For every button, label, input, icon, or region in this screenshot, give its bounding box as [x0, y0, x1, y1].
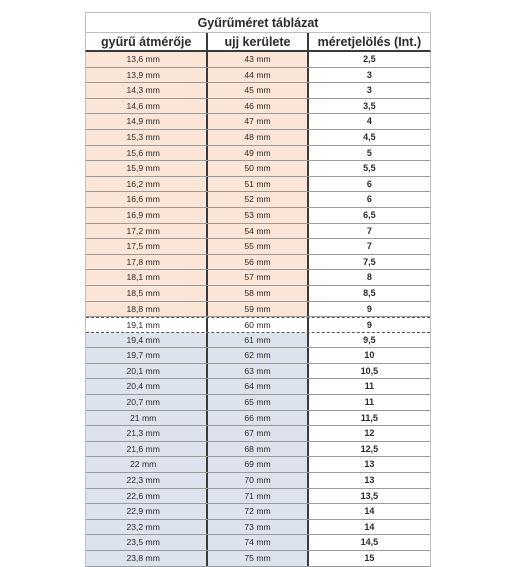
circumference-cell: 60 mm — [208, 318, 308, 332]
size-cell: 5,5 — [309, 161, 430, 176]
size-cell: 8 — [309, 270, 430, 285]
diameter-cell: 22,6 mm — [86, 489, 208, 504]
size-cell: 6,5 — [309, 208, 430, 223]
diameter-cell: 22,3 mm — [86, 473, 208, 488]
table-row — [86, 224, 430, 240]
table-row — [86, 177, 430, 193]
circumference-cell: 73 mm — [208, 520, 308, 535]
header-row — [85, 32, 431, 52]
circumference-cell: 62 mm — [208, 348, 308, 363]
table-row — [86, 379, 430, 395]
diameter-cell: 13,6 mm — [86, 52, 208, 67]
circumference-cell: 57 mm — [208, 270, 308, 285]
circumference-cell: 65 mm — [208, 395, 308, 410]
diameter-cell: 16,2 mm — [86, 177, 208, 192]
table-row — [86, 473, 430, 489]
circumference-cell: 54 mm — [208, 224, 308, 239]
circumference-cell: 61 mm — [208, 333, 308, 348]
circumference-cell: 70 mm — [208, 473, 308, 488]
circumference-cell: 68 mm — [208, 442, 308, 457]
size-cell: 11 — [309, 379, 430, 394]
table-row — [86, 364, 430, 380]
table-row — [86, 161, 430, 177]
diameter-cell: 15,3 mm — [86, 130, 208, 145]
circumference-cell: 43 mm — [208, 52, 308, 67]
circumference-cell: 72 mm — [208, 504, 308, 519]
table-row — [86, 302, 430, 318]
table-row — [86, 426, 430, 442]
size-cell: 3 — [309, 83, 430, 98]
table-row — [86, 146, 430, 162]
diameter-cell: 16,6 mm — [86, 192, 208, 207]
table-row — [86, 442, 430, 458]
size-cell: 3,5 — [309, 99, 430, 114]
size-cell: 10,5 — [309, 364, 430, 379]
circumference-cell: 69 mm — [208, 457, 308, 472]
diameter-cell: 23,2 mm — [86, 520, 208, 535]
circumference-cell: 75 mm — [208, 551, 308, 566]
circumference-cell: 71 mm — [208, 489, 308, 504]
table-row — [86, 504, 430, 520]
table-body — [85, 52, 431, 567]
circumference-cell: 44 mm — [208, 68, 308, 83]
size-cell: 13,5 — [309, 489, 430, 504]
size-cell: 10 — [309, 348, 430, 363]
diameter-cell: 18,8 mm — [86, 302, 208, 317]
diameter-cell: 17,8 mm — [86, 255, 208, 270]
circumference-cell: 67 mm — [208, 426, 308, 441]
circumference-cell: 74 mm — [208, 535, 308, 550]
diameter-cell: 14,9 mm — [86, 114, 208, 129]
table-row — [86, 395, 430, 411]
header-circumference: ujj kerülete — [208, 33, 308, 50]
table-row — [86, 255, 430, 271]
size-cell: 9,5 — [309, 333, 430, 348]
size-cell: 6 — [309, 192, 430, 207]
table-row — [86, 68, 430, 84]
size-cell: 7 — [309, 224, 430, 239]
size-cell: 7 — [309, 239, 430, 254]
ring-size-table — [85, 12, 431, 567]
table-row — [86, 457, 430, 473]
table-row — [86, 130, 430, 146]
table-row — [86, 192, 430, 208]
circumference-cell: 52 mm — [208, 192, 308, 207]
circumference-cell: 45 mm — [208, 83, 308, 98]
table-row — [86, 239, 430, 255]
diameter-cell: 20,1 mm — [86, 364, 208, 379]
circumference-cell: 56 mm — [208, 255, 308, 270]
diameter-cell: 13,9 mm — [86, 68, 208, 83]
circumference-cell: 47 mm — [208, 114, 308, 129]
size-cell: 15 — [309, 551, 430, 566]
table-row — [86, 348, 430, 364]
size-cell: 7,5 — [309, 255, 430, 270]
table-row — [86, 208, 430, 224]
circumference-cell: 49 mm — [208, 146, 308, 161]
diameter-cell: 22 mm — [86, 457, 208, 472]
table-row — [86, 114, 430, 130]
size-cell: 12,5 — [309, 442, 430, 457]
table-row — [86, 489, 430, 505]
header-size: méretjelölés (Int.) — [317, 35, 422, 49]
table-row — [86, 270, 430, 286]
table-row — [86, 333, 430, 349]
diameter-cell: 14,3 mm — [86, 83, 208, 98]
circumference-cell: 53 mm — [208, 208, 308, 223]
diameter-cell: 17,5 mm — [86, 239, 208, 254]
diameter-cell: 14,6 mm — [86, 99, 208, 114]
diameter-cell: 18,5 mm — [86, 286, 208, 301]
size-cell: 4 — [309, 114, 430, 129]
table-title: Gyűrűméret táblázat — [85, 12, 431, 32]
size-cell: 2,5 — [309, 52, 430, 67]
circumference-cell: 63 mm — [208, 364, 308, 379]
circumference-cell: 59 mm — [208, 302, 308, 317]
diameter-cell: 19,4 mm — [86, 333, 208, 348]
size-cell: 4,5 — [309, 130, 430, 145]
diameter-cell: 23,8 mm — [86, 551, 208, 566]
circumference-cell: 66 mm — [208, 411, 308, 426]
size-cell: 14 — [309, 504, 430, 519]
table-row — [86, 411, 430, 427]
diameter-cell: 18,1 mm — [86, 270, 208, 285]
diameter-cell: 20,7 mm — [86, 395, 208, 410]
header-diameter: gyűrű átmérője — [86, 33, 208, 50]
size-cell: 5 — [309, 146, 430, 161]
circumference-cell: 58 mm — [208, 286, 308, 301]
table-row — [86, 317, 430, 333]
diameter-cell: 19,1 mm — [86, 318, 208, 332]
size-cell: 14,5 — [309, 535, 430, 550]
diameter-cell: 17,2 mm — [86, 224, 208, 239]
size-cell: 13 — [309, 457, 430, 472]
circumference-cell: 50 mm — [208, 161, 308, 176]
size-cell: 13 — [309, 473, 430, 488]
size-cell: 3 — [309, 68, 430, 83]
diameter-cell: 20,4 mm — [86, 379, 208, 394]
diameter-cell: 21,6 mm — [86, 442, 208, 457]
table-row — [86, 286, 430, 302]
table-row — [86, 535, 430, 551]
table-row — [86, 520, 430, 536]
diameter-cell: 15,9 mm — [86, 161, 208, 176]
circumference-cell: 48 mm — [208, 130, 308, 145]
size-cell: 8,5 — [309, 286, 430, 301]
size-cell: 9 — [309, 318, 430, 332]
diameter-cell: 23,5 mm — [86, 535, 208, 550]
diameter-cell: 16,9 mm — [86, 208, 208, 223]
table-row — [86, 52, 430, 68]
size-cell: 9 — [309, 302, 430, 317]
table-row — [86, 99, 430, 115]
diameter-cell: 21,3 mm — [86, 426, 208, 441]
table-row — [86, 551, 430, 567]
circumference-cell: 46 mm — [208, 99, 308, 114]
diameter-cell: 22,9 mm — [86, 504, 208, 519]
circumference-cell: 64 mm — [208, 379, 308, 394]
size-cell: 12 — [309, 426, 430, 441]
size-cell: 11,5 — [309, 411, 430, 426]
circumference-cell: 55 mm — [208, 239, 308, 254]
size-cell: 11 — [309, 395, 430, 410]
diameter-cell: 15,6 mm — [86, 146, 208, 161]
size-cell: 6 — [309, 177, 430, 192]
table-row — [86, 83, 430, 99]
circumference-cell: 51 mm — [208, 177, 308, 192]
diameter-cell: 21 mm — [86, 411, 208, 426]
diameter-cell: 19,7 mm — [86, 348, 208, 363]
size-cell: 14 — [309, 520, 430, 535]
